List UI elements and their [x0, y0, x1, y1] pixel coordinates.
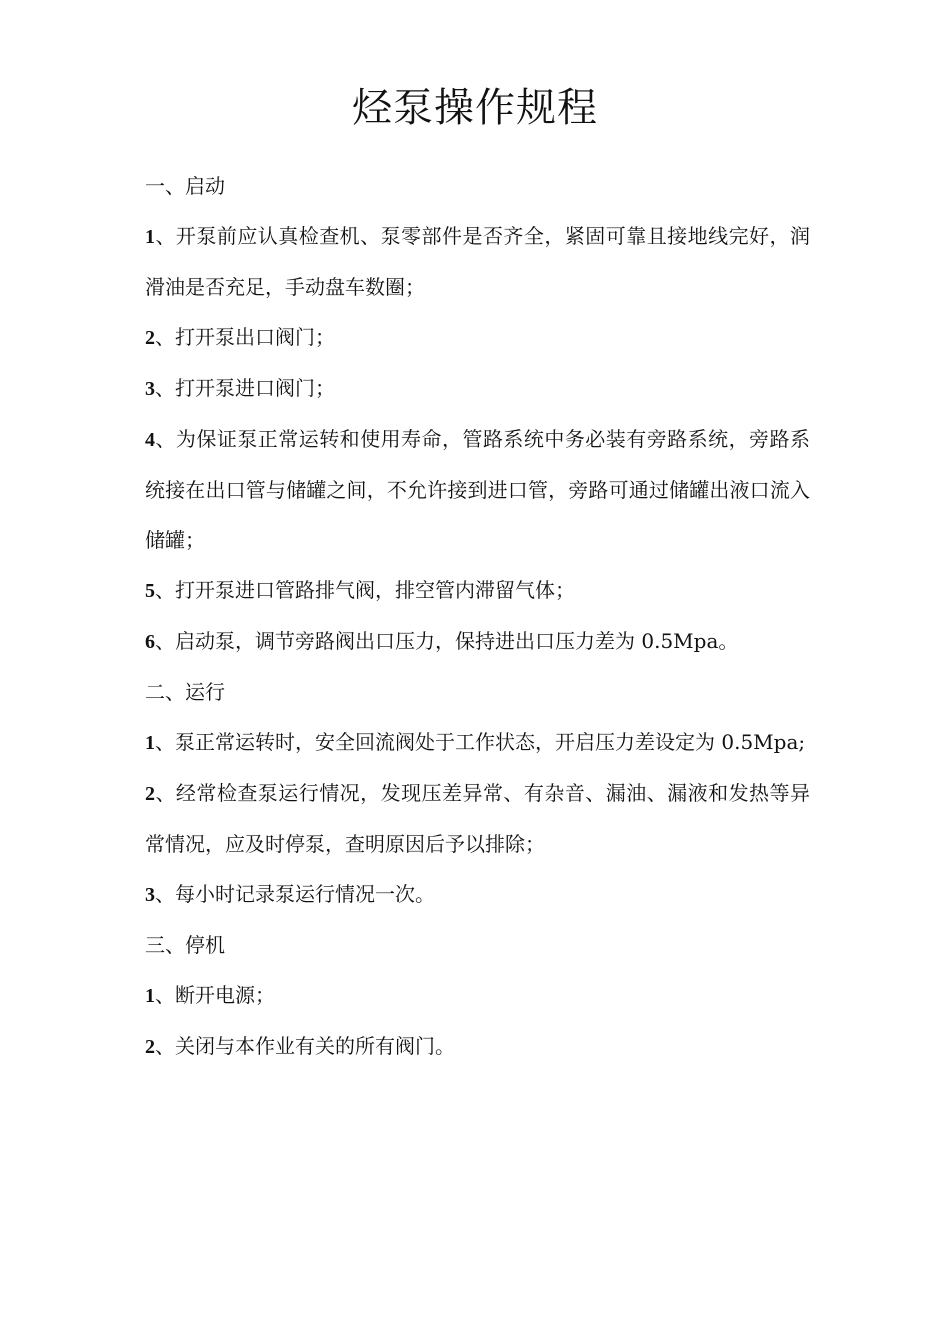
start-step-2	[145, 312, 810, 363]
para-text: 、打开泵进口管路排气阀，排空管内滞留气体；	[155, 578, 575, 602]
step-number: 1	[145, 732, 155, 754]
para-text: 、经常检查泵运行情况，发现压差异常、有杂音、漏油、漏液和发热等异常情况，应及时停泵，查明原因后予以排除；	[145, 781, 810, 856]
start-step-5	[145, 565, 810, 616]
para-text: 、每小时记录泵运行情况一次。	[155, 882, 435, 906]
section-heading-start	[145, 161, 810, 211]
step-number: 2	[145, 327, 155, 349]
run-step-1	[145, 717, 810, 768]
step-number: 2	[145, 783, 155, 805]
para-text: 二、运行	[145, 680, 225, 704]
document-title: 烃泵操作规程	[352, 85, 598, 131]
start-step-1	[145, 211, 810, 312]
stop-step-2	[145, 1021, 810, 1072]
step-number: 3	[145, 378, 155, 400]
start-step-4	[145, 414, 810, 565]
section-heading-stop	[145, 920, 810, 970]
stop-step-1	[145, 970, 810, 1021]
para-text: 、泵正常运转时，安全回流阀处于工作状态，开启压力差设定为 0.5Mpa;	[155, 730, 806, 754]
start-step-6	[145, 616, 810, 667]
step-number: 3	[145, 884, 155, 906]
run-step-3	[145, 869, 810, 920]
run-step-2	[145, 768, 810, 869]
step-number: 1	[145, 226, 155, 248]
section-heading-run	[145, 667, 810, 717]
para-text: 、打开泵出口阀门；	[155, 325, 335, 349]
para-text: 一、启动	[145, 174, 225, 198]
step-number: 2	[145, 1036, 155, 1058]
para-text: 、启动泵，调节旁路阀出口压力，保持进出口压力差为 0.5Mpa。	[155, 629, 739, 653]
para-text: 、打开泵进口阀门；	[155, 376, 335, 400]
para-text: 、关闭与本作业有关的所有阀门。	[155, 1034, 455, 1058]
para-text: 、为保证泵正常运转和使用寿命，管路系统中务必装有旁路系统，旁路系统接在出口管与储罐之间，不允许接到进口管，旁路可通过储罐出液口流入储罐；	[145, 427, 810, 552]
step-number: 4	[145, 429, 155, 451]
para-text: 三、停机	[145, 933, 225, 957]
para-text: 、断开电源；	[155, 983, 275, 1007]
start-step-3	[145, 363, 810, 414]
step-number: 5	[145, 580, 155, 602]
document-body	[145, 161, 810, 1072]
step-number: 6	[145, 631, 155, 653]
para-text: 、开泵前应认真检查机、泵零部件是否齐全，紧固可靠且接地线完好，润滑油是否充足，手动盘车数圈；	[145, 224, 810, 299]
step-number: 1	[145, 985, 155, 1007]
